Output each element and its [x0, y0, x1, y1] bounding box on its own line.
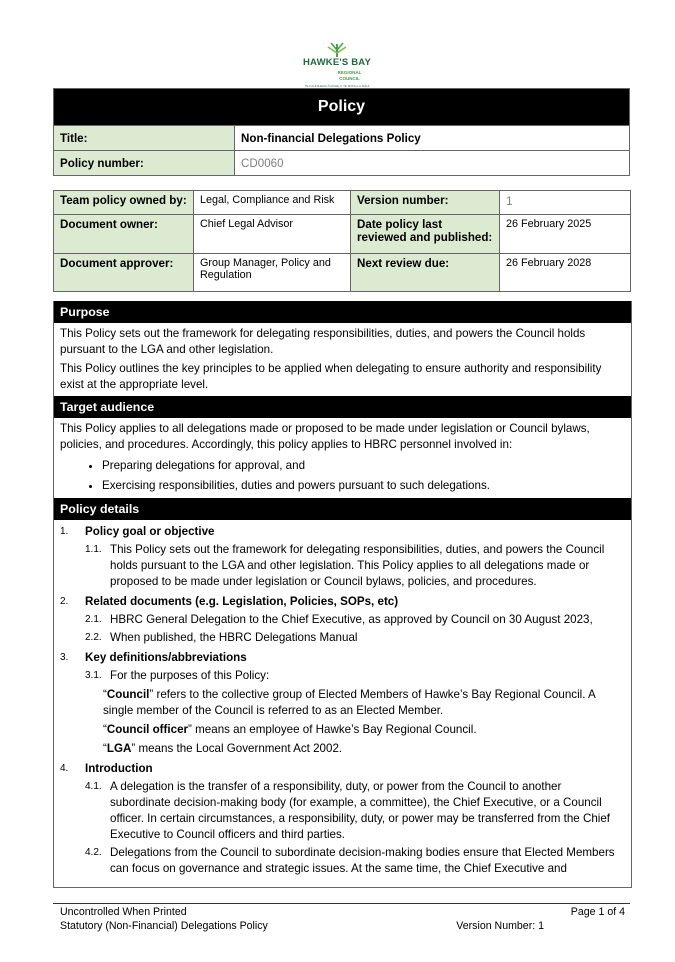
policy-meta-table — [53, 190, 631, 292]
subsection-number: 4.2. — [85, 847, 102, 858]
logo-subtitle: REGIONAL COUNCIL — [337, 70, 362, 81]
title-value: Non-financial Delegations Policy — [235, 126, 630, 151]
subsection-3-1 — [85, 668, 625, 684]
subsection-number: 3.1. — [85, 670, 102, 681]
subsection-text: Delegations from the Council to subordinate decision-making bodies ensure that Elected Members can focus on governance and strategic issues. At the same time, the Chief Executive and — [110, 846, 615, 875]
section-number: 4. — [60, 763, 69, 774]
audience-list — [54, 456, 631, 496]
document-approver-value: Group Manager, Policy and Regulation — [194, 254, 351, 292]
section-number: 3. — [60, 652, 69, 663]
subsection-1-1 — [85, 542, 625, 590]
list-item: • Preparing delegations for approval, and — [102, 456, 631, 476]
document-approver-label: Document approver: — [54, 254, 194, 292]
policy-body — [53, 301, 632, 888]
version-footer: Version Number: 1 — [456, 920, 544, 932]
next-review-label: Next review due: — [351, 254, 500, 292]
subsection-text: For the purposes of this Policy: — [110, 669, 270, 682]
subsection-number: 1.1. — [85, 544, 102, 555]
subsection-2-1 — [85, 612, 625, 628]
purpose-heading: Purpose — [54, 301, 631, 323]
footer-row-1 — [60, 905, 625, 919]
uncontrolled-notice: Uncontrolled When Printed — [60, 906, 187, 918]
page-title: Policy — [54, 89, 630, 126]
section-4 — [60, 761, 625, 777]
definition-lga: “LGA” means the Local Government Act 2002. — [103, 742, 343, 755]
subsection-text: A delegation is the transfer of a responsibility, duty, or power from the Council to another subordinate decision-making body (for example, a committee), the Chief Executive, or a Council officer. In certain circumstances, a responsibility, duty, or power may be transferred from the Chief Executive to Council officers and third parties. — [110, 780, 611, 841]
definition-term: LGA — [106, 742, 132, 755]
document-owner-value: Chief Legal Advisor — [194, 215, 351, 254]
definition-text: means an employee of Hawke’s Bay Regional Council. — [191, 723, 477, 736]
definition-term: Council — [106, 688, 150, 701]
definition-council: “Council” refers to the collective group of Elected Members of Hawke’s Bay Regional Council. A single member of the Council is referred to as an Elected Member. — [103, 688, 596, 717]
subsection-number: 4.1. — [85, 781, 102, 792]
page-number: Page 1 of 4 — [570, 906, 625, 918]
definition-text: means the Local Government Act 2002. — [135, 742, 343, 755]
subsection-2-2 — [85, 630, 625, 646]
section-number: 1. — [60, 526, 69, 537]
footer-row-2 — [60, 919, 625, 933]
section-3 — [60, 650, 625, 666]
purpose-paragraph: This Policy sets out the framework for delegating responsibilities, duties, and powers the Council holds pursuant to the LGA and other legislation. — [60, 327, 586, 356]
definition-term: Council officer — [106, 723, 189, 736]
subsection-4-2 — [85, 845, 625, 877]
purpose-paragraph: This Policy outlines the key principles to be applied when delegating to ensure authority and responsibility exist at the appropriate level. — [60, 362, 602, 391]
owned-by-label: Team policy owned by: — [54, 191, 194, 215]
list-item: • Exercising responsibilities, duties and powers pursuant to such delegations. — [102, 476, 631, 496]
section-1 — [60, 524, 625, 540]
version-value: 1 — [500, 191, 631, 215]
document-owner-label: Document owner: — [54, 215, 194, 254]
section-title: Policy goal or objective — [85, 525, 215, 538]
policy-details-heading: Policy details — [54, 498, 631, 520]
logo-name: HAWKE'S BAY — [303, 57, 371, 68]
next-review-value: 26 February 2028 — [500, 254, 631, 292]
last-reviewed-label: Date policy last reviewed and published: — [351, 215, 500, 254]
owned-by-value: Legal, Compliance and Risk — [194, 191, 351, 215]
title-label: Title: — [54, 126, 235, 151]
policy-header-table — [53, 88, 630, 176]
section-title: Key definitions/abbreviations — [85, 651, 247, 664]
target-audience-heading: Target audience — [54, 396, 631, 418]
section-2 — [60, 594, 625, 610]
subsection-text: When published, the HBRC Delegations Manual — [110, 631, 358, 644]
footer-divider — [53, 903, 630, 904]
section-number: 2. — [60, 596, 69, 607]
section-title: Related documents (e.g. Legislation, Policies, SOPs, etc) — [85, 595, 399, 608]
definition-text: refers to the collective group of Elected Members of Hawke’s Bay Regional Council. A single member of the Council is referred to as an Elected Member. — [103, 688, 596, 717]
subsection-text: HBRC General Delegation to the Chief Executive, as approved by Council on 30 August 2023, — [110, 613, 593, 626]
audience-paragraph: This Policy applies to all delegations made or proposed to be made under legislation or Council bylaws, policies, and procedures. Accordingly, this policy applies to HBRC personnel involved in: — [60, 422, 590, 451]
definition-council-officer: “Council officer” means an employee of Hawke’s Bay Regional Council. — [103, 723, 477, 736]
last-reviewed-value: 26 February 2025 — [500, 215, 631, 254]
subsection-number: 2.1. — [85, 614, 102, 625]
subsection-text: This Policy sets out the framework for delegating responsibilities, duties, and powers the Council holds pursuant to the LGA and other legislation. This Policy applies to all delegations made or proposed to be made under legislation or Council bylaws, policies, and procedures. — [110, 543, 605, 588]
council-logo — [300, 40, 374, 88]
policy-number-value: CD0060 — [235, 151, 630, 176]
version-label: Version number: — [351, 191, 500, 215]
subsection-4-1 — [85, 779, 625, 843]
subsection-number: 2.2. — [85, 632, 102, 643]
section-title: Introduction — [85, 762, 153, 775]
document-name: Statutory (Non-Financial) Delegations Policy — [60, 920, 268, 932]
logo-tagline: TE KAUNIHERA Ā-ROHE O TE MATAU-A-MĀUI — [304, 84, 370, 88]
leaf-logo-icon — [322, 40, 352, 58]
policy-number-label: Policy number: — [54, 151, 235, 176]
